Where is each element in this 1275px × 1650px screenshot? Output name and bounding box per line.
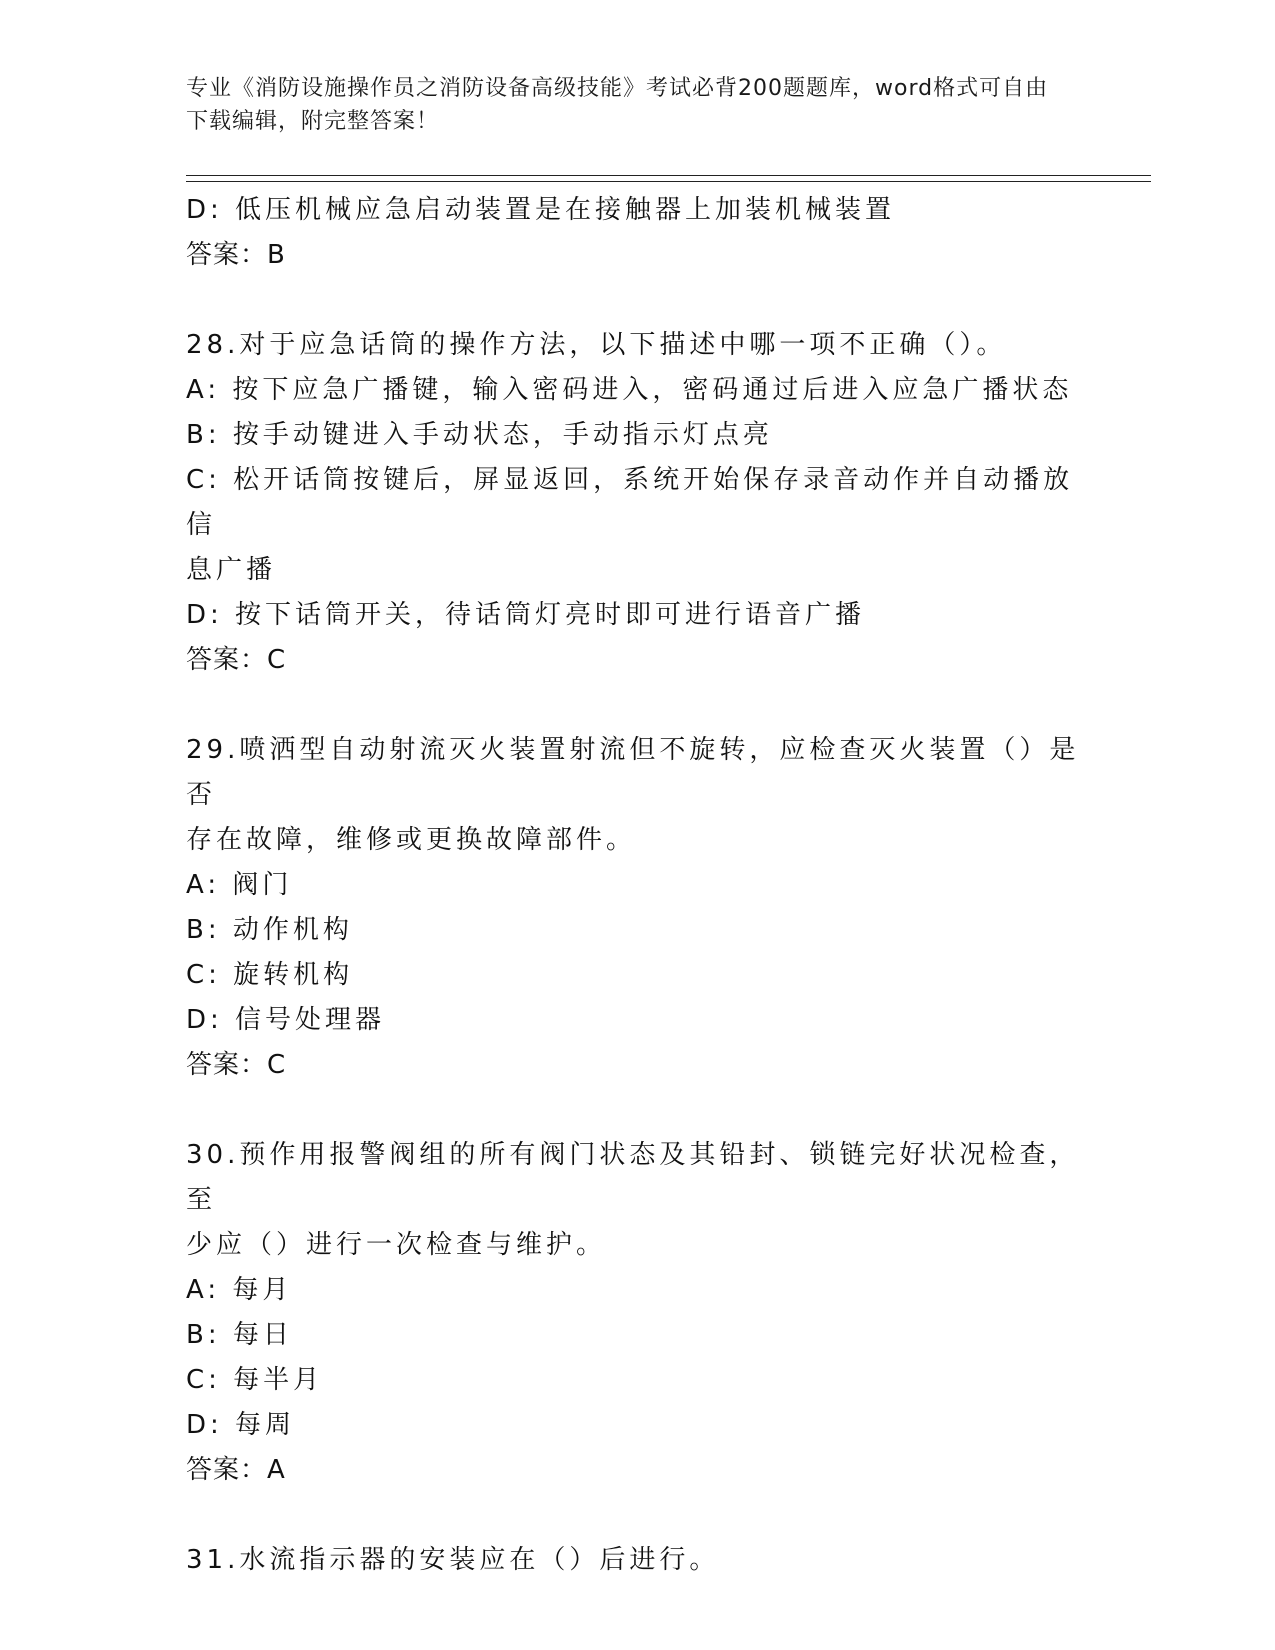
- header-divider-top: [186, 175, 1151, 176]
- q28-stem: 28.对于应急话筒的操作方法，以下描述中哪一项不正确（）。: [186, 330, 1007, 360]
- q29-option-a: A: 阀门: [186, 870, 293, 900]
- q30-stem-line2: 少应（）进行一次检查与维护。: [186, 1230, 607, 1260]
- spacer: [186, 683, 1081, 728]
- q28-option-a: A: 按下应急广播键，输入密码进入，密码通过后进入应急广播状态: [186, 375, 1073, 405]
- q28-option-c-line1: C: 松开话筒按键后，屏显返回，系统开始保存录音动作并自动播放信: [186, 465, 1074, 540]
- q30-stem-line1: 30.预作用报警阀组的所有阀门状态及其铅封、锁链完好状况检查，至: [186, 1140, 1080, 1215]
- q29-answer: 答案：C: [186, 1050, 287, 1080]
- q27-option-d: D: 低压机械应急启动装置是在接触器上加装机械装置: [186, 195, 896, 225]
- q28-option-b: B: 按手动键进入手动状态，手动指示灯点亮: [186, 420, 773, 450]
- q29-option-d: D: 信号处理器: [186, 1005, 386, 1035]
- spacer: [186, 1088, 1081, 1133]
- spacer: [186, 1493, 1081, 1538]
- question-list: [186, 188, 1081, 1583]
- q30-answer: 答案：A: [186, 1455, 286, 1485]
- document-header: 专业《消防设施操作员之消防设备高级技能》考试必背200题题库，word格式可自由下载编辑，附完整答案！: [186, 76, 1049, 134]
- q28-option-c-line2: 息广播: [186, 555, 277, 585]
- q30-option-c: C: 每半月: [186, 1365, 324, 1395]
- spacer: [186, 278, 1081, 323]
- q30-option-b: B: 每日: [186, 1320, 293, 1350]
- q30-option-d: D: 每周: [186, 1410, 296, 1440]
- header-divider-bottom: [186, 181, 1151, 182]
- q28-answer: 答案：C: [186, 645, 287, 675]
- q30-option-a: A: 每月: [186, 1275, 293, 1305]
- q28-option-d: D: 按下话筒开关，待话筒灯亮时即可进行语音广播: [186, 600, 866, 630]
- q29-stem-line2: 存在故障，维修或更换故障部件。: [186, 825, 637, 855]
- q31-stem: 31.水流指示器的安装应在（）后进行。: [186, 1545, 720, 1575]
- q29-option-b: B: 动作机构: [186, 915, 353, 945]
- q29-stem-line1: 29.喷洒型自动射流灭火装置射流但不旋转，应检查灭火装置（）是否: [186, 735, 1080, 810]
- q27-answer: 答案：B: [186, 240, 286, 270]
- q29-option-c: C: 旋转机构: [186, 960, 354, 990]
